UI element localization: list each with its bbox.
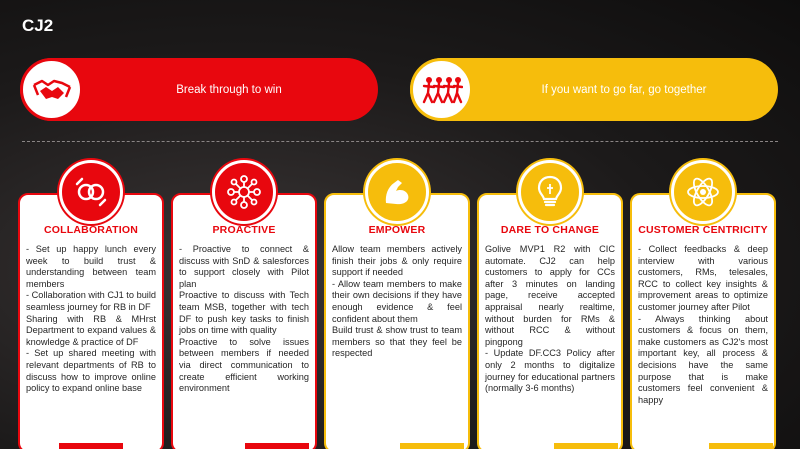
accent-bar: [245, 443, 309, 449]
accent-bar: [709, 443, 773, 449]
card-dare-to-change: [477, 193, 623, 449]
banner-go-together: [410, 58, 778, 121]
flexed-arm-icon: [365, 160, 429, 224]
accent-bar: [400, 443, 464, 449]
card-proactive: [171, 193, 317, 449]
card-title: PROACTIVE: [212, 224, 276, 236]
handshake-icon: [20, 58, 83, 121]
card-collaboration: [18, 193, 164, 449]
accent-bar: [554, 443, 618, 449]
network-icon: [212, 160, 276, 224]
card-title: COLLABORATION: [44, 224, 138, 236]
card-customer-centricity: [630, 193, 776, 449]
card-body: - Collect feedbacks & deep interview with various customers, RMs, telesales, RCC to collect key insights & improvement areas to optimize customer journey after Pilot - Always thinking about customers & focus on them, make customers as CJ2's most important key, all process & decisions have the same purpose that is make customers feel convenient & happy: [638, 244, 768, 405]
dashed-divider: [22, 141, 778, 142]
card-title: EMPOWER: [368, 224, 426, 236]
team-running-icon: [410, 58, 473, 121]
card-body: Golive MVP1 R2 with CIC automate. CJ2 can help customers to apply for CCs after 3 minutes on landing page, receive accepted appraisal nearly realtime, without burden for RMs & without RCC & without pingpong - Update DF.CC3 Policy after only 2 months to digitalize journey for educational partners (normally 3-6 months): [485, 244, 615, 394]
accent-bar: [59, 443, 123, 449]
card-title: CUSTOMER CENTRICITY: [638, 224, 768, 236]
atom-icon: [671, 160, 735, 224]
slide-title: CJ2: [22, 16, 54, 35]
banner-break-through: [20, 58, 378, 121]
banner-text: Break through to win: [176, 83, 282, 96]
card-body: - Set up happy lunch every week to build trust & understanding between team members - Collaboration with CJ1 to build seamless journey for RB in DF Sharing with RB & MHrst Department to expand values & knowledge & practice of DF - Set up shared meeting with relevant departments of RB to discuss how to improve online policy to expand online base: [26, 244, 156, 394]
card-body: - Proactive to connect & discuss with SnD & salesforces to support closely with Pilot plan Proactive to discuss with Tech team MSB, together with tech DF to push key tasks to finish jobs on time with quality Proactive to solve issues between members if needed via direct communication to create efficient working environment: [179, 244, 309, 394]
banner-text: If you want to go far, go together: [541, 83, 707, 96]
card-empower: [324, 193, 470, 449]
card-title: DARE TO CHANGE: [500, 224, 600, 236]
lightbulb-icon: [518, 160, 582, 224]
card-body: Allow team members actively finish their jobs & only require support if needed - Allow team members to make their own decisions if they have enough evidence & feel confident about them Build trust & show trust to team members so that they feel be respected: [332, 244, 462, 359]
collaboration-icon: [59, 160, 123, 224]
